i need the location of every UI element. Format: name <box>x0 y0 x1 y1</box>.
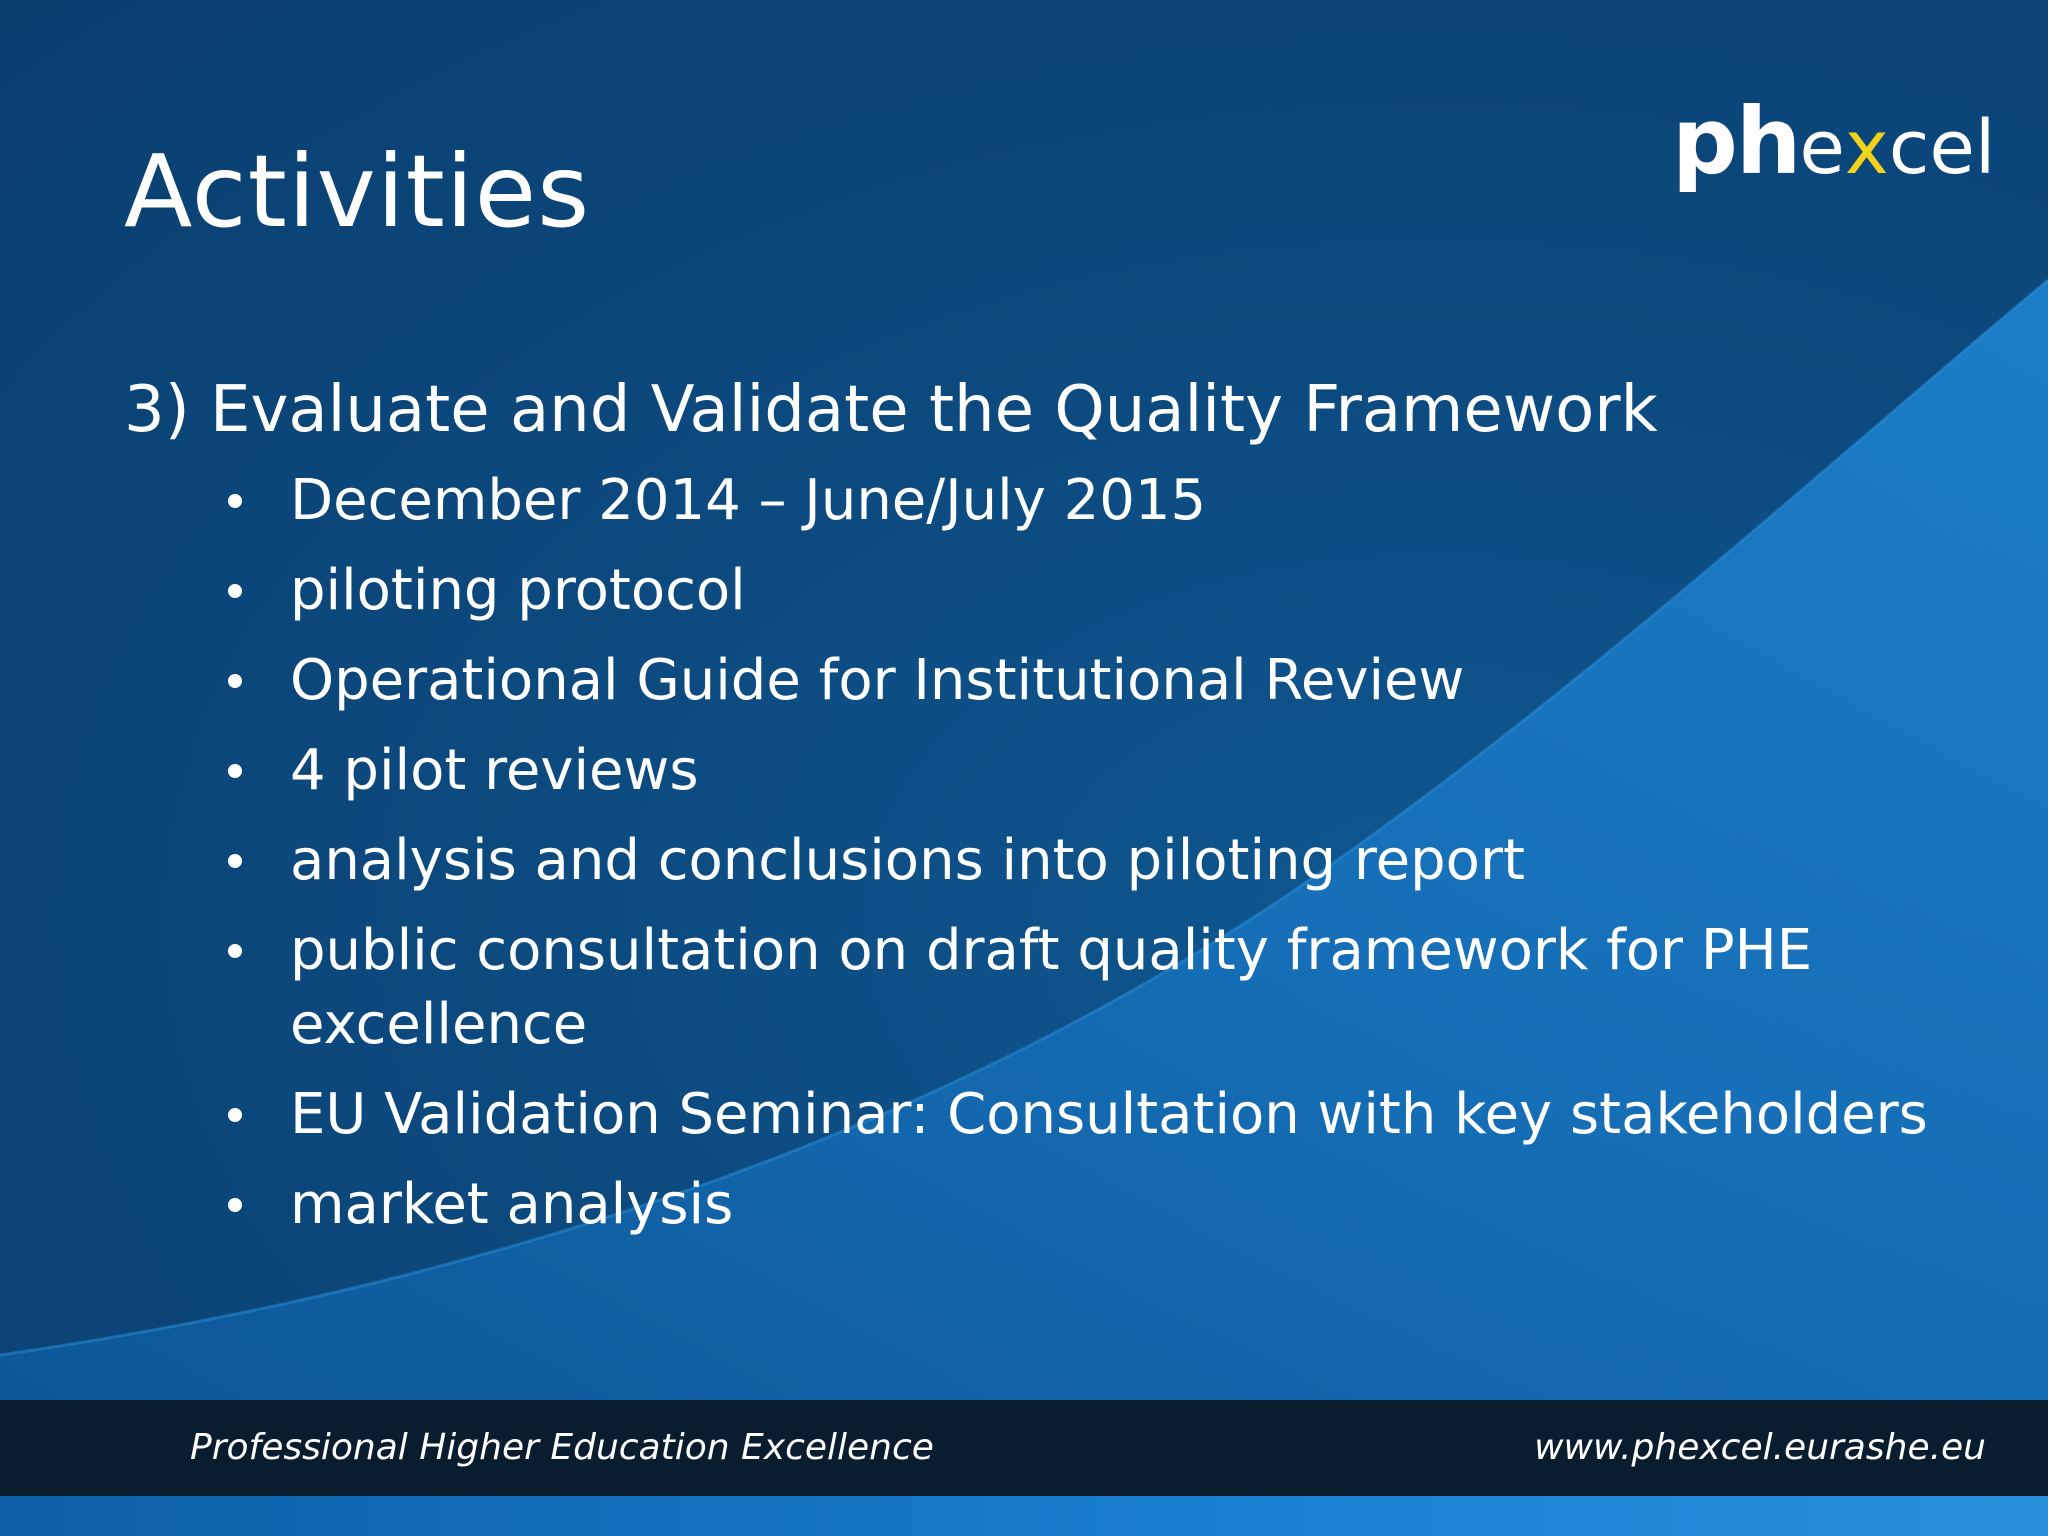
bullet-text: public consultation on draft quality framework for PHE excellence <box>290 918 1813 1057</box>
footer-tagline: Professional Higher Education Excellence <box>190 1427 934 1468</box>
bullet-icon <box>228 854 242 868</box>
section-heading: 3) Evaluate and Validate the Quality Framework <box>124 373 1658 447</box>
bullet-text: piloting protocol <box>290 558 746 623</box>
bullet-text: EU Validation Seminar: Consultation with key stakeholders <box>290 1082 1928 1147</box>
bullet-icon <box>228 944 242 958</box>
bullet-item <box>220 644 1980 718</box>
bullet-item <box>220 554 1980 628</box>
bullet-list <box>220 464 1980 1258</box>
bullet-item <box>220 914 1980 1062</box>
bullet-item <box>220 464 1980 538</box>
bullet-text: December 2014 – June/July 2015 <box>290 468 1207 533</box>
bullet-icon <box>228 674 242 688</box>
bullet-icon <box>228 1198 242 1212</box>
bullet-text: analysis and conclusions into piloting report <box>290 828 1525 893</box>
phexcel-logo <box>1672 88 1995 198</box>
bullet-item <box>220 824 1980 898</box>
logo-part-cel: cel <box>1888 105 1996 191</box>
logo-part-ph: ph <box>1672 88 1800 195</box>
logo-accent-x: x <box>1844 105 1889 191</box>
bullet-item <box>220 734 1980 808</box>
bullet-item <box>220 1078 1980 1152</box>
logo-part-e: e <box>1799 105 1845 191</box>
bullet-icon <box>228 584 242 598</box>
bottom-strip <box>0 1496 2048 1536</box>
bullet-text: 4 pilot reviews <box>290 738 699 803</box>
page-title: Activities <box>124 133 591 250</box>
bullet-item <box>220 1168 1980 1242</box>
bullet-text: Operational Guide for Institutional Review <box>290 648 1465 713</box>
footer-bar <box>0 1400 2048 1496</box>
bullet-icon <box>228 1108 242 1122</box>
bullet-icon <box>228 494 242 508</box>
footer-url[interactable]: www.phexcel.eurashe.eu <box>1534 1427 1986 1468</box>
bullet-text: market analysis <box>290 1172 734 1237</box>
bullet-icon <box>228 764 242 778</box>
